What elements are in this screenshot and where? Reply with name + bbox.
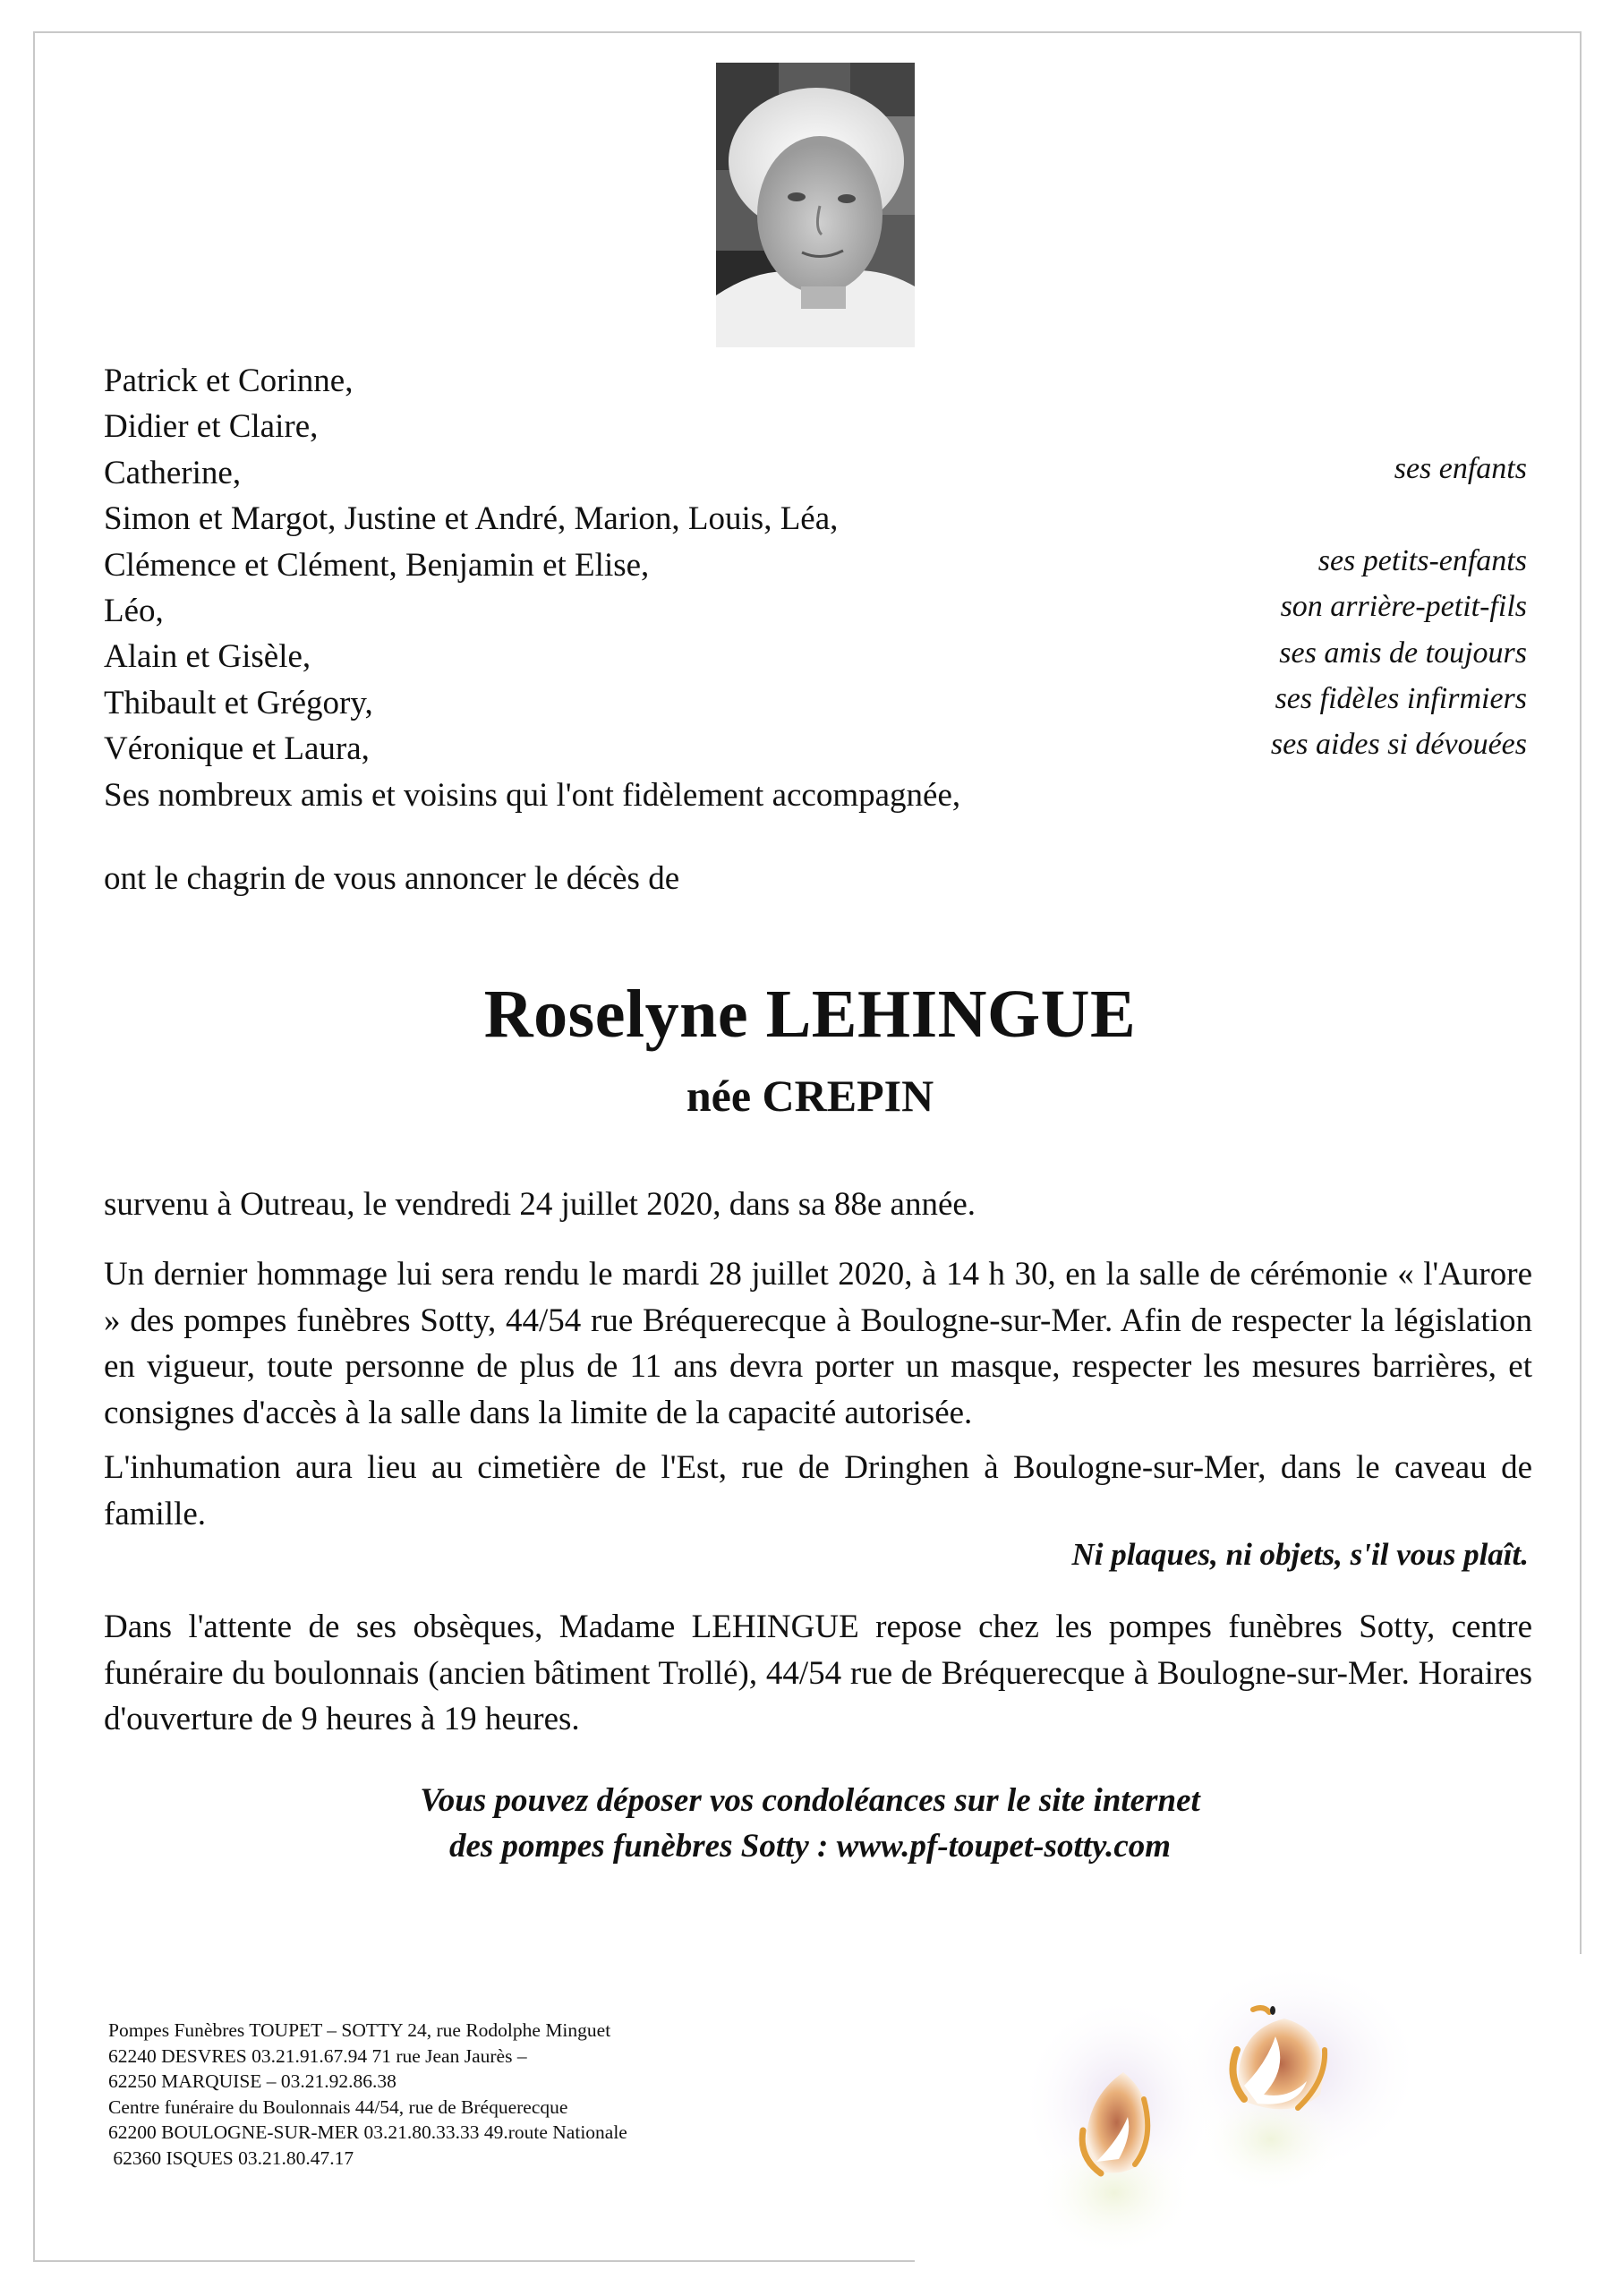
contact-line: Pompes Funèbres TOUPET – SOTTY 24, rue Rodolphe Minguet bbox=[108, 2019, 611, 2041]
death-details-paragraph: survenu à Outreau, le vendredi 24 juillet 2020, dans sa 88e année. bbox=[104, 1186, 976, 1223]
portrait-photo bbox=[716, 63, 915, 347]
condolences-website-line: des pompes funèbres Sotty : www.pf-toupet-sotty.com bbox=[448, 1828, 1172, 1865]
repose-paragraph: Dans l'attente de ses obsèques, Madame LEHINGUE repose chez les pompes funèbres Sotty, centre funéraire du boulonnais (ancien bâtiment Trollé), 44/54 rue de Bréquerecque à Boulogne-sur-Mer. Horaires d'ouverture de 9 heures à 19 heures. bbox=[104, 1609, 1532, 1737]
family-name-line: Simon et Margot, Justine et André, Marion, Louis, Léa, bbox=[104, 500, 839, 538]
family-role-label: ses fidèles infirmiers bbox=[1275, 681, 1527, 715]
page-frame-left bbox=[33, 31, 35, 2262]
family-roles-list bbox=[1029, 446, 1527, 768]
orchid-flowers-icon bbox=[1029, 1925, 1620, 2292]
contact-line: 62360 ISQUES 03.21.80.47.17 bbox=[108, 2147, 354, 2169]
portrait-image-icon bbox=[716, 63, 915, 347]
page-frame-bottom bbox=[33, 2260, 915, 2262]
family-name-line: Léo, bbox=[104, 593, 164, 630]
family-role-label: ses petits-enfants bbox=[1317, 543, 1527, 577]
family-role-label: ses amis de toujours bbox=[1279, 636, 1527, 670]
family-name-line: Véronique et Laura, bbox=[104, 730, 370, 768]
contact-line: 62240 DESVRES 03.21.91.67.94 71 rue Jean Jaurès – bbox=[108, 2044, 527, 2067]
family-name-line: Patrick et Corinne, bbox=[104, 363, 354, 399]
page-frame-top bbox=[33, 31, 1582, 33]
contact-line: 62200 BOULOGNE-SUR-MER 03.21.80.33.33 49.route Nationale bbox=[108, 2121, 627, 2144]
family-name-line: Didier et Claire, bbox=[104, 408, 319, 446]
family-role-label: ses enfants bbox=[1394, 452, 1527, 485]
ceremony-paragraph: Un dernier hommage lui sera rendu le mardi 28 juillet 2020, à 14 h 30, en la salle de cérémonie « l'Aurore » des pompes funèbres Sotty, 44/54 rue Bréquerecque à Boulogne-sur-Mer. Afin de respecter la législation en vigueur, toute personne de plus de 11 ans devra porter un masque, respecter les mesures barrières, et consignes d'accès à la salle dans la limite de la capacité autorisée. bbox=[104, 1256, 1532, 1431]
family-name-line: Ses nombreux amis et voisins qui l'ont fidèlement accompagnée, bbox=[104, 776, 961, 814]
family-role-label: son arrière-petit-fils bbox=[1280, 590, 1527, 624]
family-name-line: Clémence et Clément, Benjamin et Elise, bbox=[104, 546, 650, 584]
family-name-line: Catherine, bbox=[104, 454, 242, 491]
contact-line: Centre funéraire du Boulonnais 44/54, rue de Bréquerecque bbox=[108, 2095, 568, 2118]
announcement-text: ont le chagrin de vous annoncer le décès de bbox=[104, 860, 680, 897]
family-role-spacer bbox=[1029, 491, 1527, 537]
condolences-notice bbox=[0, 1778, 1620, 1869]
condolences-line: Vous pouvez déposer vos condoléances sur le site internet bbox=[420, 1782, 1200, 1819]
burial-paragraph: L'inhumation aura lieu au cimetière de l'Est, rue de Dringhen à Boulogne-sur-Mer, dans le caveau de famille. bbox=[104, 1449, 1532, 1532]
family-name-line: Thibault et Grégory, bbox=[104, 684, 373, 721]
family-names-list bbox=[104, 358, 1133, 818]
funeral-home-contacts bbox=[108, 2018, 627, 2172]
family-role-label: ses aides si dévouées bbox=[1270, 728, 1527, 762]
family-name-line: Alain et Gisèle, bbox=[104, 638, 311, 676]
deceased-name-heading: Roselyne LEHINGUE bbox=[483, 977, 1137, 1052]
maiden-name-subheading: née CREPIN bbox=[686, 1071, 934, 1121]
contact-line: 62250 MARQUISE – 03.21.92.86.38 bbox=[108, 2070, 396, 2093]
no-flowers-request: Ni plaques, ni objets, s'il vous plaît. bbox=[1071, 1537, 1529, 1572]
